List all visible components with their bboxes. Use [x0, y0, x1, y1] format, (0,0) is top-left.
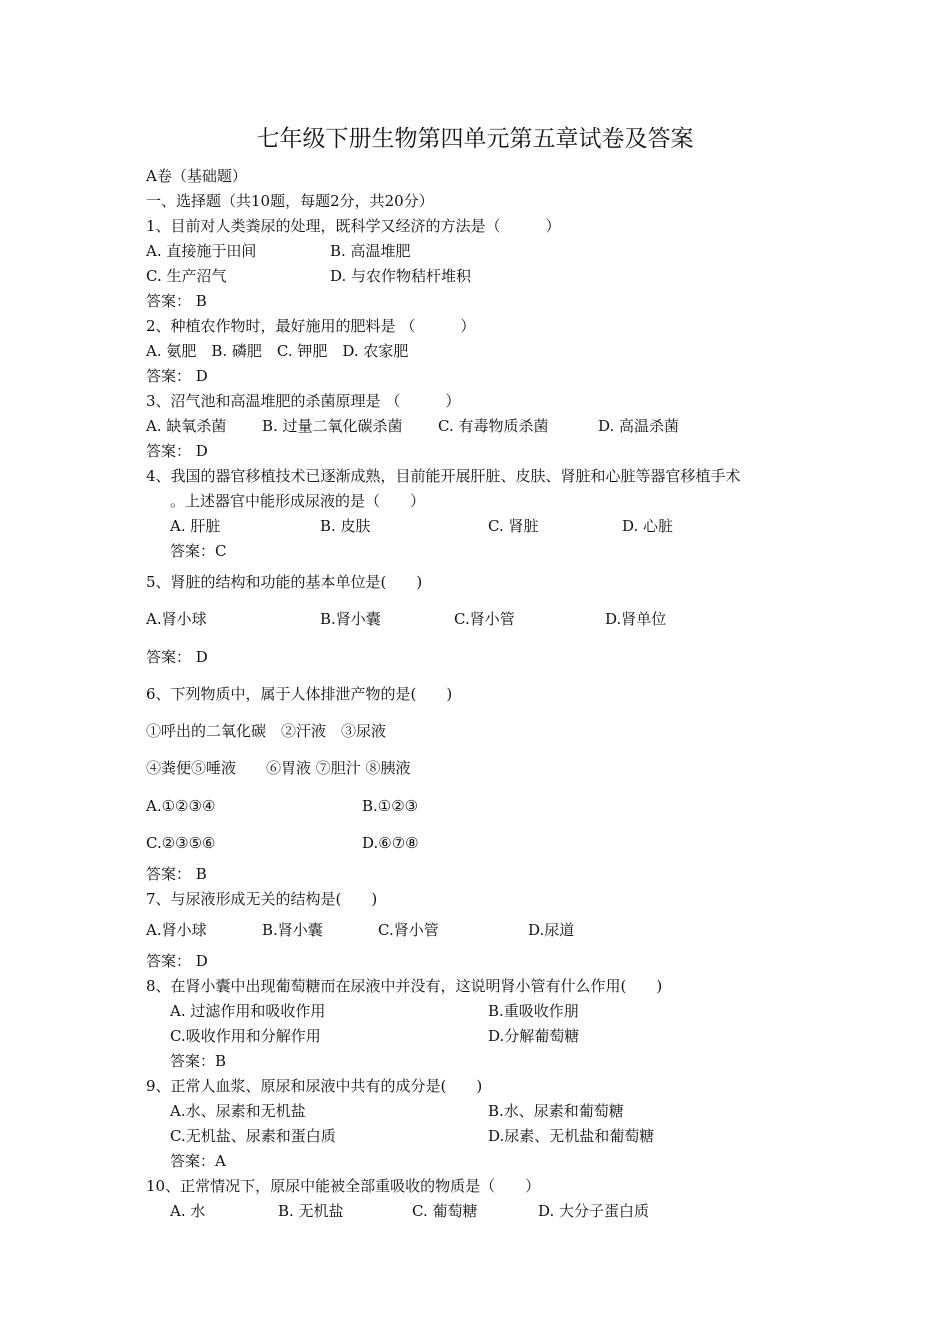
q9-option-c: C.无机盐、尿素和蛋白质	[170, 1127, 336, 1145]
q2-options: A. 氨肥 B. 磷肥 C. 钾肥 D. 农家肥	[146, 342, 409, 360]
q1-option-b: B. 高温堆肥	[330, 242, 411, 260]
q10-stem: 10、正常情况下，原尿中能被全部重吸收的物质是（ ）	[146, 1177, 541, 1195]
q6-option-a: A.①②③④	[146, 797, 216, 815]
q6-option-d: D.⑥⑦⑧	[362, 834, 419, 852]
q7-option-c: C.肾小管	[378, 921, 439, 939]
q4-stem-continued: 。上述器官中能形成尿液的是（ ）	[170, 492, 426, 510]
q1-option-d: D. 与农作物秸杆堆积	[330, 267, 472, 285]
q7-stem: 7、与尿液形成无关的结构是( )	[146, 890, 378, 908]
q7-option-a: A.肾小球	[146, 921, 207, 939]
q6-option-c: C.②③⑤⑥	[146, 834, 216, 852]
q8-stem: 8、在肾小囊中出现葡萄糖而在尿液中并没有，这说明肾小管有什么作用( )	[146, 977, 663, 995]
q1-stem: 1、目前对人类粪尿的处理，既科学又经济的方法是（ ）	[146, 217, 561, 235]
q9-option-d: D.尿素、无机盐和葡萄糖	[488, 1127, 655, 1145]
q3-stem: 3、沼气池和高温堆肥的杀菌原理是 （ ）	[146, 392, 461, 410]
q8-answer: 答案：B	[170, 1052, 227, 1070]
q5-stem: 5、肾脏的结构和功能的基本单位是( )	[146, 573, 423, 591]
q4-stem: 4、我国的器官移植技术已逐渐成熟，目前能开展肝脏、皮肤、肾脏和心脏等器官移植手术	[146, 467, 741, 485]
q10-option-c: C. 葡萄糖	[412, 1202, 478, 1220]
q2-answer: 答案： D	[146, 367, 208, 385]
q3-option-d: D. 高温杀菌	[598, 417, 680, 435]
q8-option-b: B.重吸收作朋	[488, 1002, 579, 1020]
q3-option-b: B. 过量二氧化碳杀菌	[262, 417, 403, 435]
q4-option-c: C. 肾脏	[488, 517, 539, 535]
q6-item-list-2: ④粪便⑤唾液 ⑥胃液 ⑦胆汁 ⑧胰液	[146, 759, 411, 777]
section-heading: A卷（基础题）	[146, 167, 247, 185]
q6-answer: 答案： B	[146, 865, 207, 883]
q1-option-a: A. 直接施于田间	[146, 242, 257, 260]
q9-option-b: B.水、尿素和葡萄糖	[488, 1102, 624, 1120]
q8-option-d: D.分解葡萄糖	[488, 1027, 580, 1045]
q3-answer: 答案： D	[146, 442, 208, 460]
q1-answer: 答案： B	[146, 292, 207, 310]
page-title: 七年级下册生物第四单元第五章试卷及答案	[256, 126, 694, 152]
q4-option-d: D. 心脏	[622, 517, 674, 535]
q9-option-a: A.水、尿素和无机盐	[170, 1102, 306, 1120]
q10-option-d: D. 大分子蛋白质	[538, 1202, 650, 1220]
part-heading: 一、选择题（共10题，每题2分，共20分）	[146, 192, 434, 210]
q8-option-c: C.吸收作用和分解作用	[170, 1027, 321, 1045]
q5-option-b: B.肾小囊	[320, 610, 381, 628]
q7-answer: 答案： D	[146, 952, 208, 970]
q10-option-a: A. 水	[170, 1202, 206, 1220]
q1-option-c: C. 生产沼气	[146, 267, 227, 285]
q5-option-a: A.肾小球	[146, 610, 207, 628]
q3-option-c: C. 有毒物质杀菌	[438, 417, 549, 435]
q8-option-a: A. 过滤作用和吸收作用	[170, 1002, 326, 1020]
q6-item-list-1: ①呼出的二氧化碳 ②汗液 ③尿液	[146, 722, 387, 740]
q5-answer: 答案： D	[146, 648, 208, 666]
q6-stem: 6、下列物质中，属于人体排泄产物的是( )	[146, 685, 453, 703]
q4-option-b: B. 皮肤	[320, 517, 371, 535]
q10-option-b: B. 无机盐	[278, 1202, 344, 1220]
q2-stem: 2、种植农作物时，最好施用的肥料是 （ ）	[146, 317, 476, 335]
q4-option-a: A. 肝脏	[170, 517, 221, 535]
q9-answer: 答案：A	[170, 1152, 226, 1170]
q9-stem: 9、正常人血浆、原尿和尿液中共有的成分是( )	[146, 1077, 483, 1095]
q6-option-b: B.①②③	[362, 797, 419, 815]
q4-answer: 答案：C	[170, 542, 227, 560]
q3-option-a: A. 缺氧杀菌	[146, 417, 227, 435]
q5-option-c: C.肾小管	[454, 610, 515, 628]
q7-option-b: B.肾小囊	[262, 921, 323, 939]
q5-option-d: D.肾单位	[605, 610, 667, 628]
q7-option-d: D.尿道	[528, 921, 575, 939]
